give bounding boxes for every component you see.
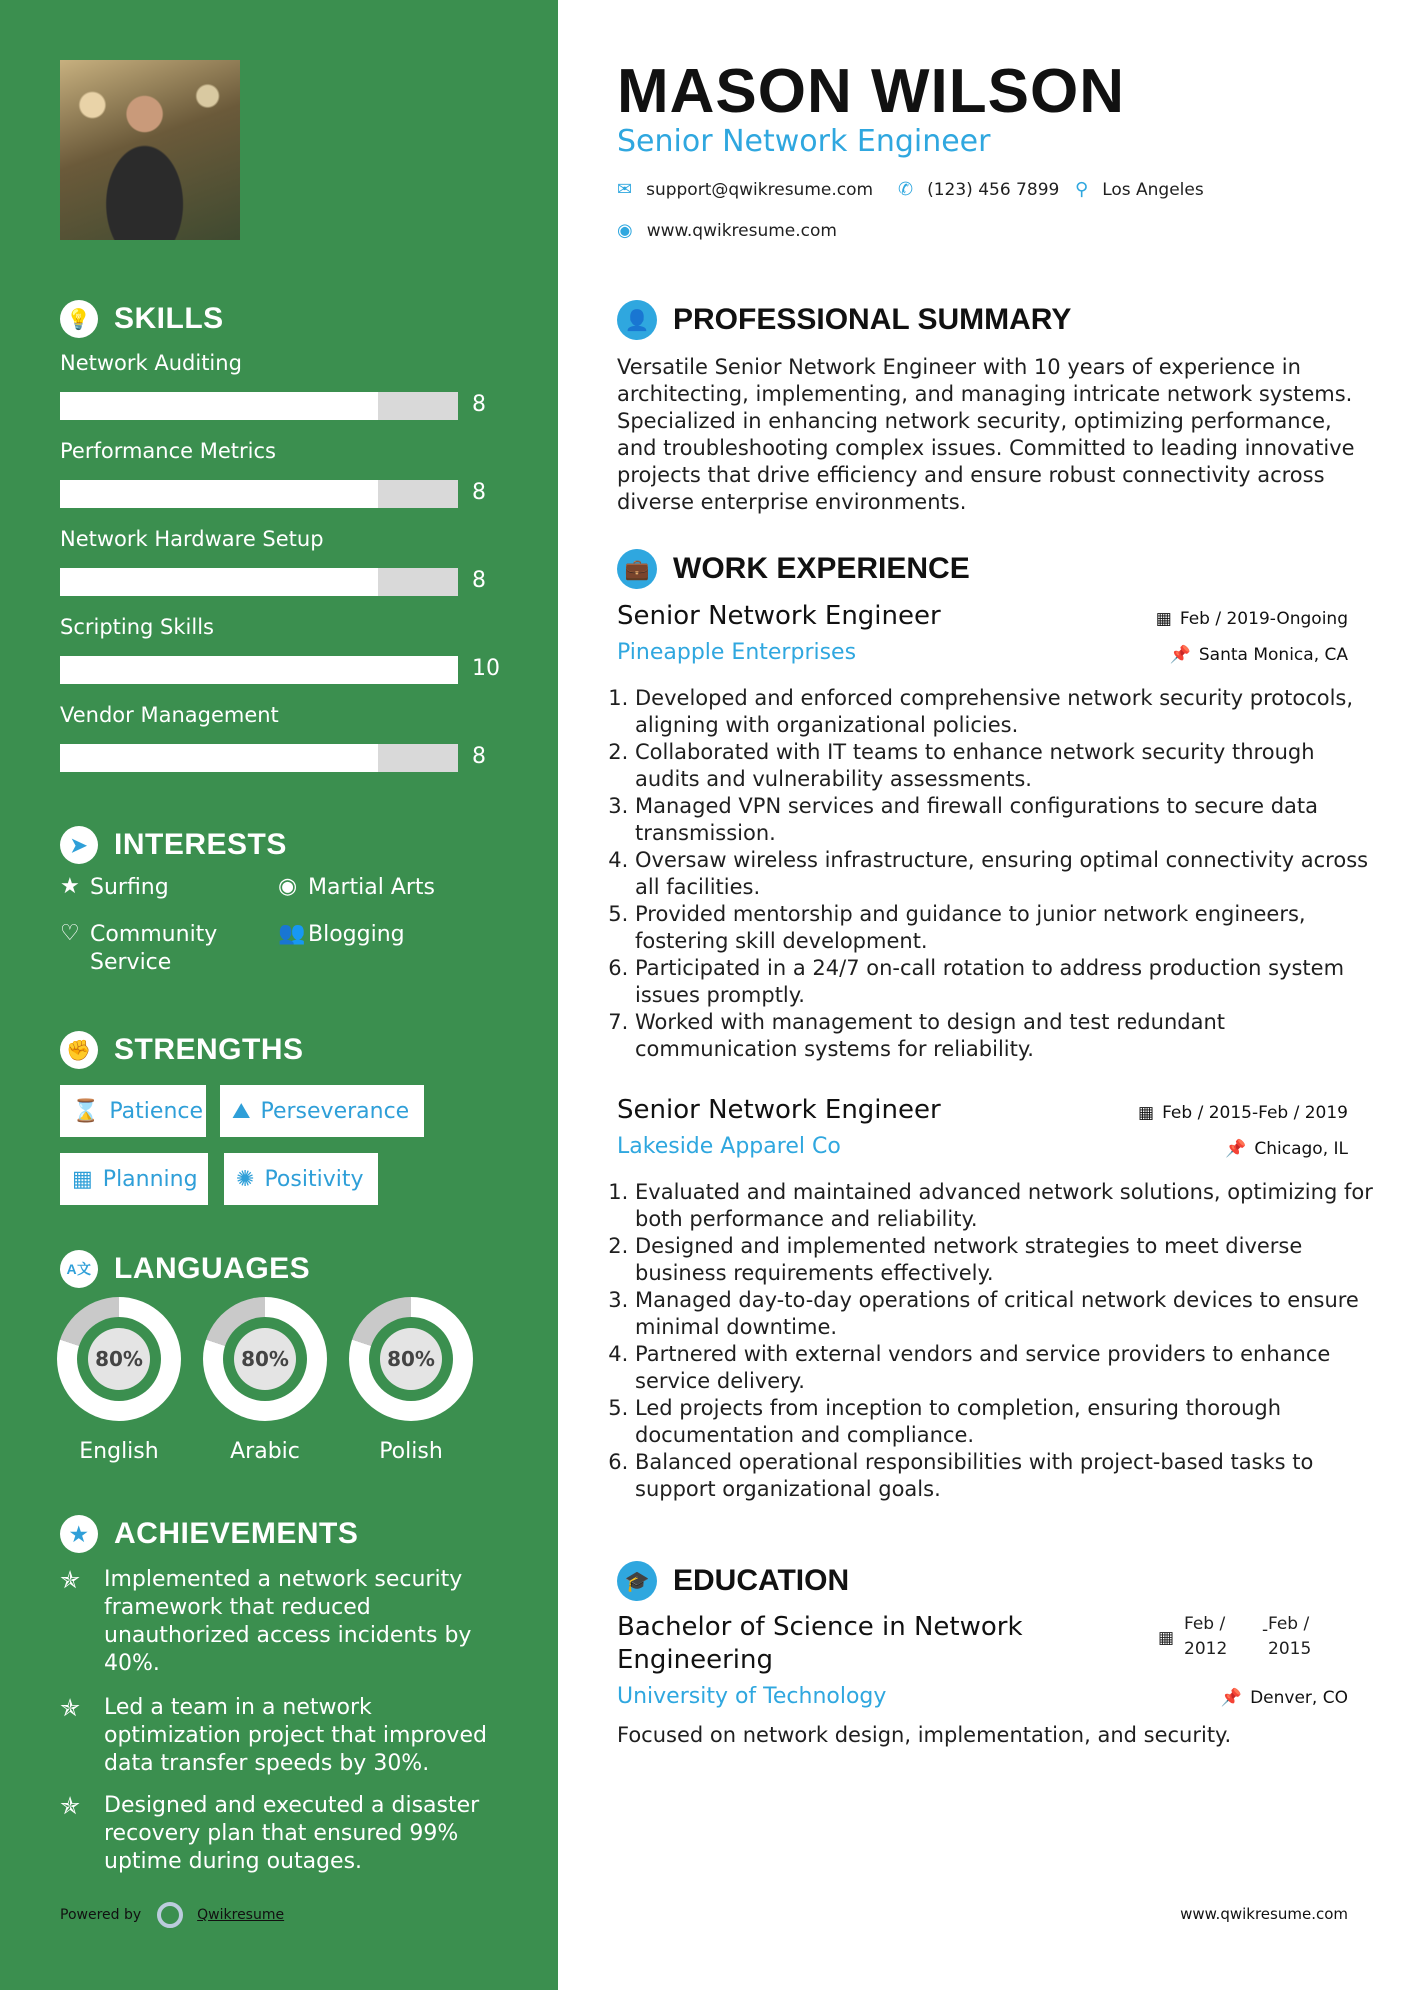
powered-by: Powered by Qwikresume bbox=[60, 1902, 284, 1928]
duty-item: 4. Oversaw wireless infrastructure, ensuring optimal connectivity across all facilities. bbox=[635, 847, 1380, 901]
skill-value: 8 bbox=[472, 392, 486, 417]
shooting-star-icon: ✯ bbox=[60, 1566, 81, 1594]
job-location: 📌 Chicago, IL bbox=[1225, 1139, 1348, 1159]
skill-bar bbox=[60, 392, 458, 420]
job-duties bbox=[610, 685, 1380, 1063]
company-name: Lakeside Apparel Co bbox=[617, 1134, 841, 1159]
job-title: Senior Network Engineer bbox=[617, 601, 941, 631]
skill-bar-fill bbox=[60, 744, 378, 772]
skill-value: 10 bbox=[472, 656, 500, 681]
skill-bar bbox=[60, 744, 458, 772]
pin-icon: 📌 bbox=[1220, 1688, 1243, 1708]
skill-value: 8 bbox=[472, 568, 486, 593]
achievements-heading: ★ ACHIEVEMENTS bbox=[60, 1515, 358, 1553]
contact-website[interactable]: ◉ www.qwikresume.com bbox=[617, 220, 837, 241]
briefcase-icon: 💼 bbox=[617, 549, 657, 589]
interests-heading: ➤ INTERESTS bbox=[60, 826, 287, 864]
skill-name: Performance Metrics bbox=[60, 439, 276, 463]
language-item: 80% Arabic bbox=[203, 1297, 327, 1464]
contact-location: ⚲ Los Angeles bbox=[1075, 179, 1204, 200]
skill-name: Network Auditing bbox=[60, 351, 242, 375]
school-name: University of Technology bbox=[617, 1684, 887, 1709]
envelope-icon: ✉ bbox=[617, 179, 633, 200]
language-item: 80% Polish bbox=[349, 1297, 473, 1464]
footer-url[interactable]: www.qwikresume.com bbox=[1180, 1905, 1348, 1923]
skills-heading: 💡 SKILLS bbox=[60, 300, 224, 338]
skill-name: Network Hardware Setup bbox=[60, 527, 324, 551]
globe-icon: ◉ bbox=[278, 874, 298, 899]
interest-item: ♡ Community Service bbox=[60, 921, 218, 975]
job-dates: ▦ Feb / 2019-Ongoing bbox=[1155, 609, 1348, 629]
calendar-icon: ▦ bbox=[72, 1166, 93, 1192]
edu-location: 📌 Denver, CO bbox=[1220, 1688, 1348, 1708]
duty-item: 4. Partnered with external vendors and service providers to enhance service delivery. bbox=[635, 1341, 1380, 1395]
hourglass-icon: ⌛ bbox=[72, 1098, 100, 1124]
skill-value: 8 bbox=[472, 744, 486, 769]
duty-item: 1. Developed and enforced comprehensive network security protocols, aligning with organizational policies. bbox=[635, 685, 1380, 739]
calendar-icon: ▦ bbox=[1155, 609, 1172, 629]
skill-name: Scripting Skills bbox=[60, 615, 214, 639]
shooting-star-icon: ✯ bbox=[60, 1694, 81, 1722]
skill-bar-fill bbox=[60, 480, 378, 508]
qwikresume-link[interactable]: Qwikresume bbox=[197, 1907, 285, 1923]
edu-description: Focused on network design, implementation, and security. bbox=[617, 1723, 1232, 1747]
job-location: 📌 Santa Monica, CA bbox=[1169, 645, 1348, 665]
edu-date-end: Feb / 2015 bbox=[1268, 1614, 1312, 1659]
education-heading: 🎓 EDUCATION bbox=[617, 1561, 849, 1601]
edu-date-separator: - bbox=[1262, 1620, 1269, 1640]
candidate-role: Senior Network Engineer bbox=[617, 124, 991, 159]
map-pin-icon: ⚲ bbox=[1075, 179, 1089, 200]
strength-badge: ▦ Planning bbox=[60, 1153, 208, 1205]
road-icon: ⛰ bbox=[232, 1098, 251, 1124]
duty-item: 2. Designed and implemented network strategies to meet diverse business requirements effectively. bbox=[635, 1233, 1380, 1287]
duty-item: 3. Managed VPN services and firewall configurations to secure data transmission. bbox=[635, 793, 1380, 847]
profile-photo bbox=[60, 60, 240, 240]
languages-heading: A文 LANGUAGES bbox=[60, 1250, 310, 1288]
achievement-item: ✯ Designed and executed a disaster recovery plan that ensured 99% uptime during outages. bbox=[60, 1792, 480, 1874]
heart-icon: ♡ bbox=[60, 921, 80, 946]
job-title: Senior Network Engineer bbox=[617, 1095, 941, 1125]
calendar-icon: ▦ bbox=[1138, 1103, 1155, 1123]
duty-item: 6. Participated in a 24/7 on-call rotation to address production system issues promptly. bbox=[635, 955, 1380, 1009]
edu-date-start: Feb / 2012 bbox=[1184, 1614, 1228, 1659]
interest-item: ★ Surfing bbox=[60, 874, 169, 900]
language-item: 80% English bbox=[57, 1297, 181, 1464]
experience-heading: 💼 WORK EXPERIENCE bbox=[617, 549, 970, 589]
strengths-heading: ✊ STRENGTHS bbox=[60, 1031, 304, 1069]
lightbulb-icon: 💡 bbox=[60, 300, 98, 338]
skill-value: 8 bbox=[472, 480, 486, 505]
users-icon: 👥 bbox=[278, 921, 306, 946]
calendar-icon: ▦ bbox=[1158, 1628, 1175, 1648]
skill-bar-fill bbox=[60, 656, 458, 684]
duty-item: 5. Led projects from inception to completion, ensuring thorough documentation and compliance. bbox=[635, 1395, 1380, 1449]
interest-item: 👥 Blogging bbox=[278, 921, 405, 947]
qwikresume-logo-icon bbox=[157, 1902, 183, 1928]
achievement-item: ✯ Implemented a network security framework that reduced unauthorized access incidents by 40%. bbox=[60, 1566, 472, 1676]
duty-item: 5. Provided mentorship and guidance to junior network engineers, fostering skill development. bbox=[635, 901, 1380, 955]
duty-item: 3. Managed day-to-day operations of critical network devices to ensure minimal downtime. bbox=[635, 1287, 1380, 1341]
sun-icon: ✺ bbox=[236, 1166, 255, 1192]
globe-icon: ◉ bbox=[617, 220, 633, 241]
skill-bar bbox=[60, 656, 458, 684]
summary-text: Versatile Senior Network Engineer with 10 years of experience in architecting, implementing, and managing intricate network systems. Specialized in enhancing network security, optimizing performance, and troubleshooting complex issues. Committed to leading innovative projects that drive efficiency and ensure robust connectivity across diverse enterprise environments. bbox=[617, 355, 1355, 514]
contact-email[interactable]: ✉ support@qwikresume.com bbox=[617, 179, 874, 200]
star-icon: ★ bbox=[60, 874, 80, 899]
job-duties bbox=[610, 1179, 1380, 1503]
strength-badge: ✺ Positivity bbox=[224, 1153, 378, 1205]
translate-icon: A文 bbox=[60, 1250, 98, 1288]
fist-icon: ✊ bbox=[60, 1031, 98, 1069]
duty-item: 1. Evaluated and maintained advanced network solutions, optimizing for both performance and reliability. bbox=[635, 1179, 1380, 1233]
strength-badge: ⛰ Perseverance bbox=[220, 1085, 424, 1137]
strength-badge: ⌛ Patience bbox=[60, 1085, 206, 1137]
phone-icon: ✆ bbox=[898, 179, 914, 200]
star-badge-icon: ★ bbox=[60, 1515, 98, 1553]
company-name: Pineapple Enterprises bbox=[617, 640, 857, 665]
degree-title: Bachelor of Science in Network Engineering bbox=[617, 1612, 1023, 1675]
skill-bar bbox=[60, 480, 458, 508]
language-ring: 80% bbox=[349, 1297, 473, 1421]
job-dates: ▦ Feb / 2015-Feb / 2019 bbox=[1138, 1103, 1348, 1123]
duty-item: 7. Worked with management to design and test redundant communication systems for reliability. bbox=[635, 1009, 1380, 1063]
skill-bar-fill bbox=[60, 392, 378, 420]
duty-item: 6. Balanced operational responsibilities with project-based tasks to support organizational goals. bbox=[635, 1449, 1380, 1503]
shooting-star-icon: ✯ bbox=[60, 1792, 81, 1820]
pin-icon: 📌 bbox=[1225, 1139, 1247, 1159]
contact-phone[interactable]: ✆ (123) 456 7899 bbox=[898, 179, 1060, 200]
skill-bar bbox=[60, 568, 458, 596]
language-ring: 80% bbox=[57, 1297, 181, 1421]
skill-bar-fill bbox=[60, 568, 378, 596]
skill-name: Vendor Management bbox=[60, 703, 279, 727]
language-ring: 80% bbox=[203, 1297, 327, 1421]
duty-item: 2. Collaborated with IT teams to enhance network security through audits and vulnerability assessments. bbox=[635, 739, 1380, 793]
achievement-item: ✯ Led a team in a network optimization project that improved data transfer speeds by 30%. bbox=[60, 1694, 487, 1776]
sidebar bbox=[0, 0, 558, 1990]
candidate-name: MASON WILSON bbox=[617, 57, 1125, 126]
paper-plane-icon: ➤ bbox=[60, 826, 98, 864]
user-icon: 👤 bbox=[617, 300, 657, 340]
interest-item: ◉ Martial Arts bbox=[278, 874, 436, 900]
graduation-cap-icon: 🎓 bbox=[617, 1561, 657, 1601]
summary-heading: 👤 PROFESSIONAL SUMMARY bbox=[617, 300, 1071, 340]
pin-icon: 📌 bbox=[1169, 645, 1191, 665]
